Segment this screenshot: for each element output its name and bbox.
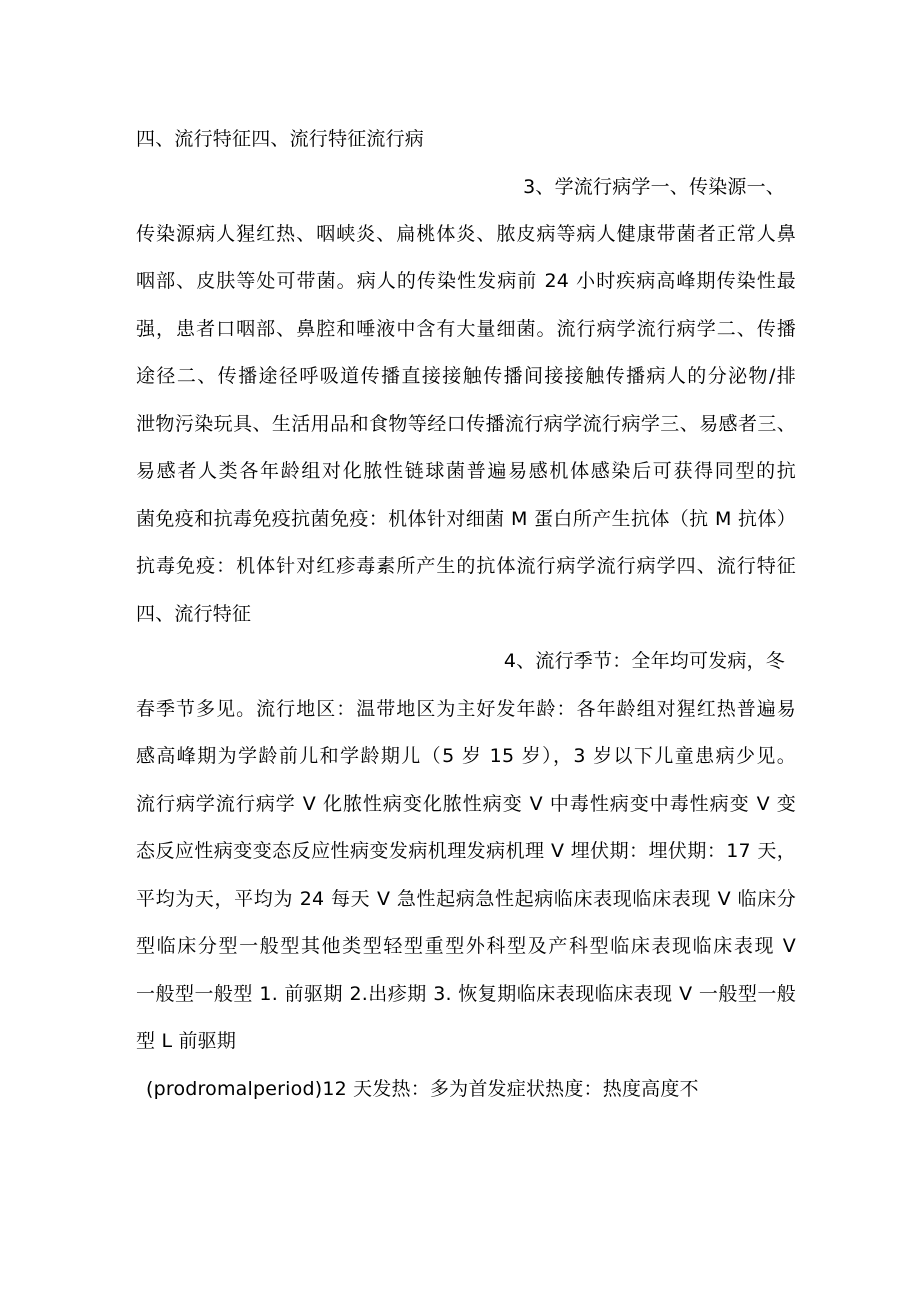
text-line: 态反应性病变变态反应性病变发病机理发病机理 V 埋伏期：埋伏期：17 天， xyxy=(136,840,796,862)
text-line: 四、流行特征 xyxy=(136,603,252,625)
text-line: 抗毒免疫：机体针对红疹毒素所产生的抗体流行病学流行病学四、流行特征 xyxy=(136,555,796,577)
text-line: 一般型一般型 1. 前驱期 2.出疹期 3. 恢复期临床表现临床表现 V 一般型一般 xyxy=(136,983,796,1005)
text-line: 四、流行特征四、流行特征流行病 xyxy=(136,128,425,150)
text-line: 泄物污染玩具、生活用品和食物等经口传播流行病学流行病学三、易感者三、 xyxy=(136,413,796,435)
text-line: 菌免疫和抗毒免疫抗菌免疫：机体针对细菌 M 蛋白所产生抗体（抗 M 抗体） xyxy=(136,508,796,530)
text-line: 平均为天，平均为 24 每天 V 急性起病急性起病临床表现临床表现 V 临床分 xyxy=(136,888,796,910)
text-line: 感高峰期为学龄前儿和学龄期儿（5 岁 15 岁），3 岁以下儿童患病少见。 xyxy=(136,745,796,767)
text-line: 型临床分型一般型其他类型轻型重型外科型及产科型临床表现临床表现 V xyxy=(136,935,796,957)
text-line: 型 L 前驱期 xyxy=(136,1030,237,1052)
text-line: 强，患者口咽部、鼻腔和唾液中含有大量细菌。流行病学流行病学二、传播 xyxy=(136,318,796,340)
text-line: 传染源病人猩红热、咽峡炎、扁桃体炎、脓皮病等病人健康带菌者正常人鼻 xyxy=(136,223,796,245)
text-line: (prodromalperiod)12 天发热：多为首发症状热度：热度高度不 xyxy=(146,1078,699,1100)
text-line: 3、学流行病学一、传染源一、 xyxy=(523,176,785,198)
text-line: 途径二、传播途径呼吸道传播直接接触传播间接接触传播病人的分泌物/排 xyxy=(136,365,796,387)
text-line: 易感者人类各年龄组对化脓性链球菌普遍易感机体感染后可获得同型的抗 xyxy=(136,460,796,482)
text-line: 咽部、皮肤等处可带菌。病人的传染性发病前 24 小时疾病高峰期传染性最 xyxy=(136,270,796,292)
text-line: 流行病学流行病学 V 化脓性病变化脓性病变 V 中毒性病变中毒性病变 V 变 xyxy=(136,793,796,815)
text-line: 春季节多见。流行地区：温带地区为主好发年龄：各年龄组对猩红热普遍易 xyxy=(136,698,796,720)
text-line: 4、流行季节：全年均可发病，冬 xyxy=(503,650,785,672)
